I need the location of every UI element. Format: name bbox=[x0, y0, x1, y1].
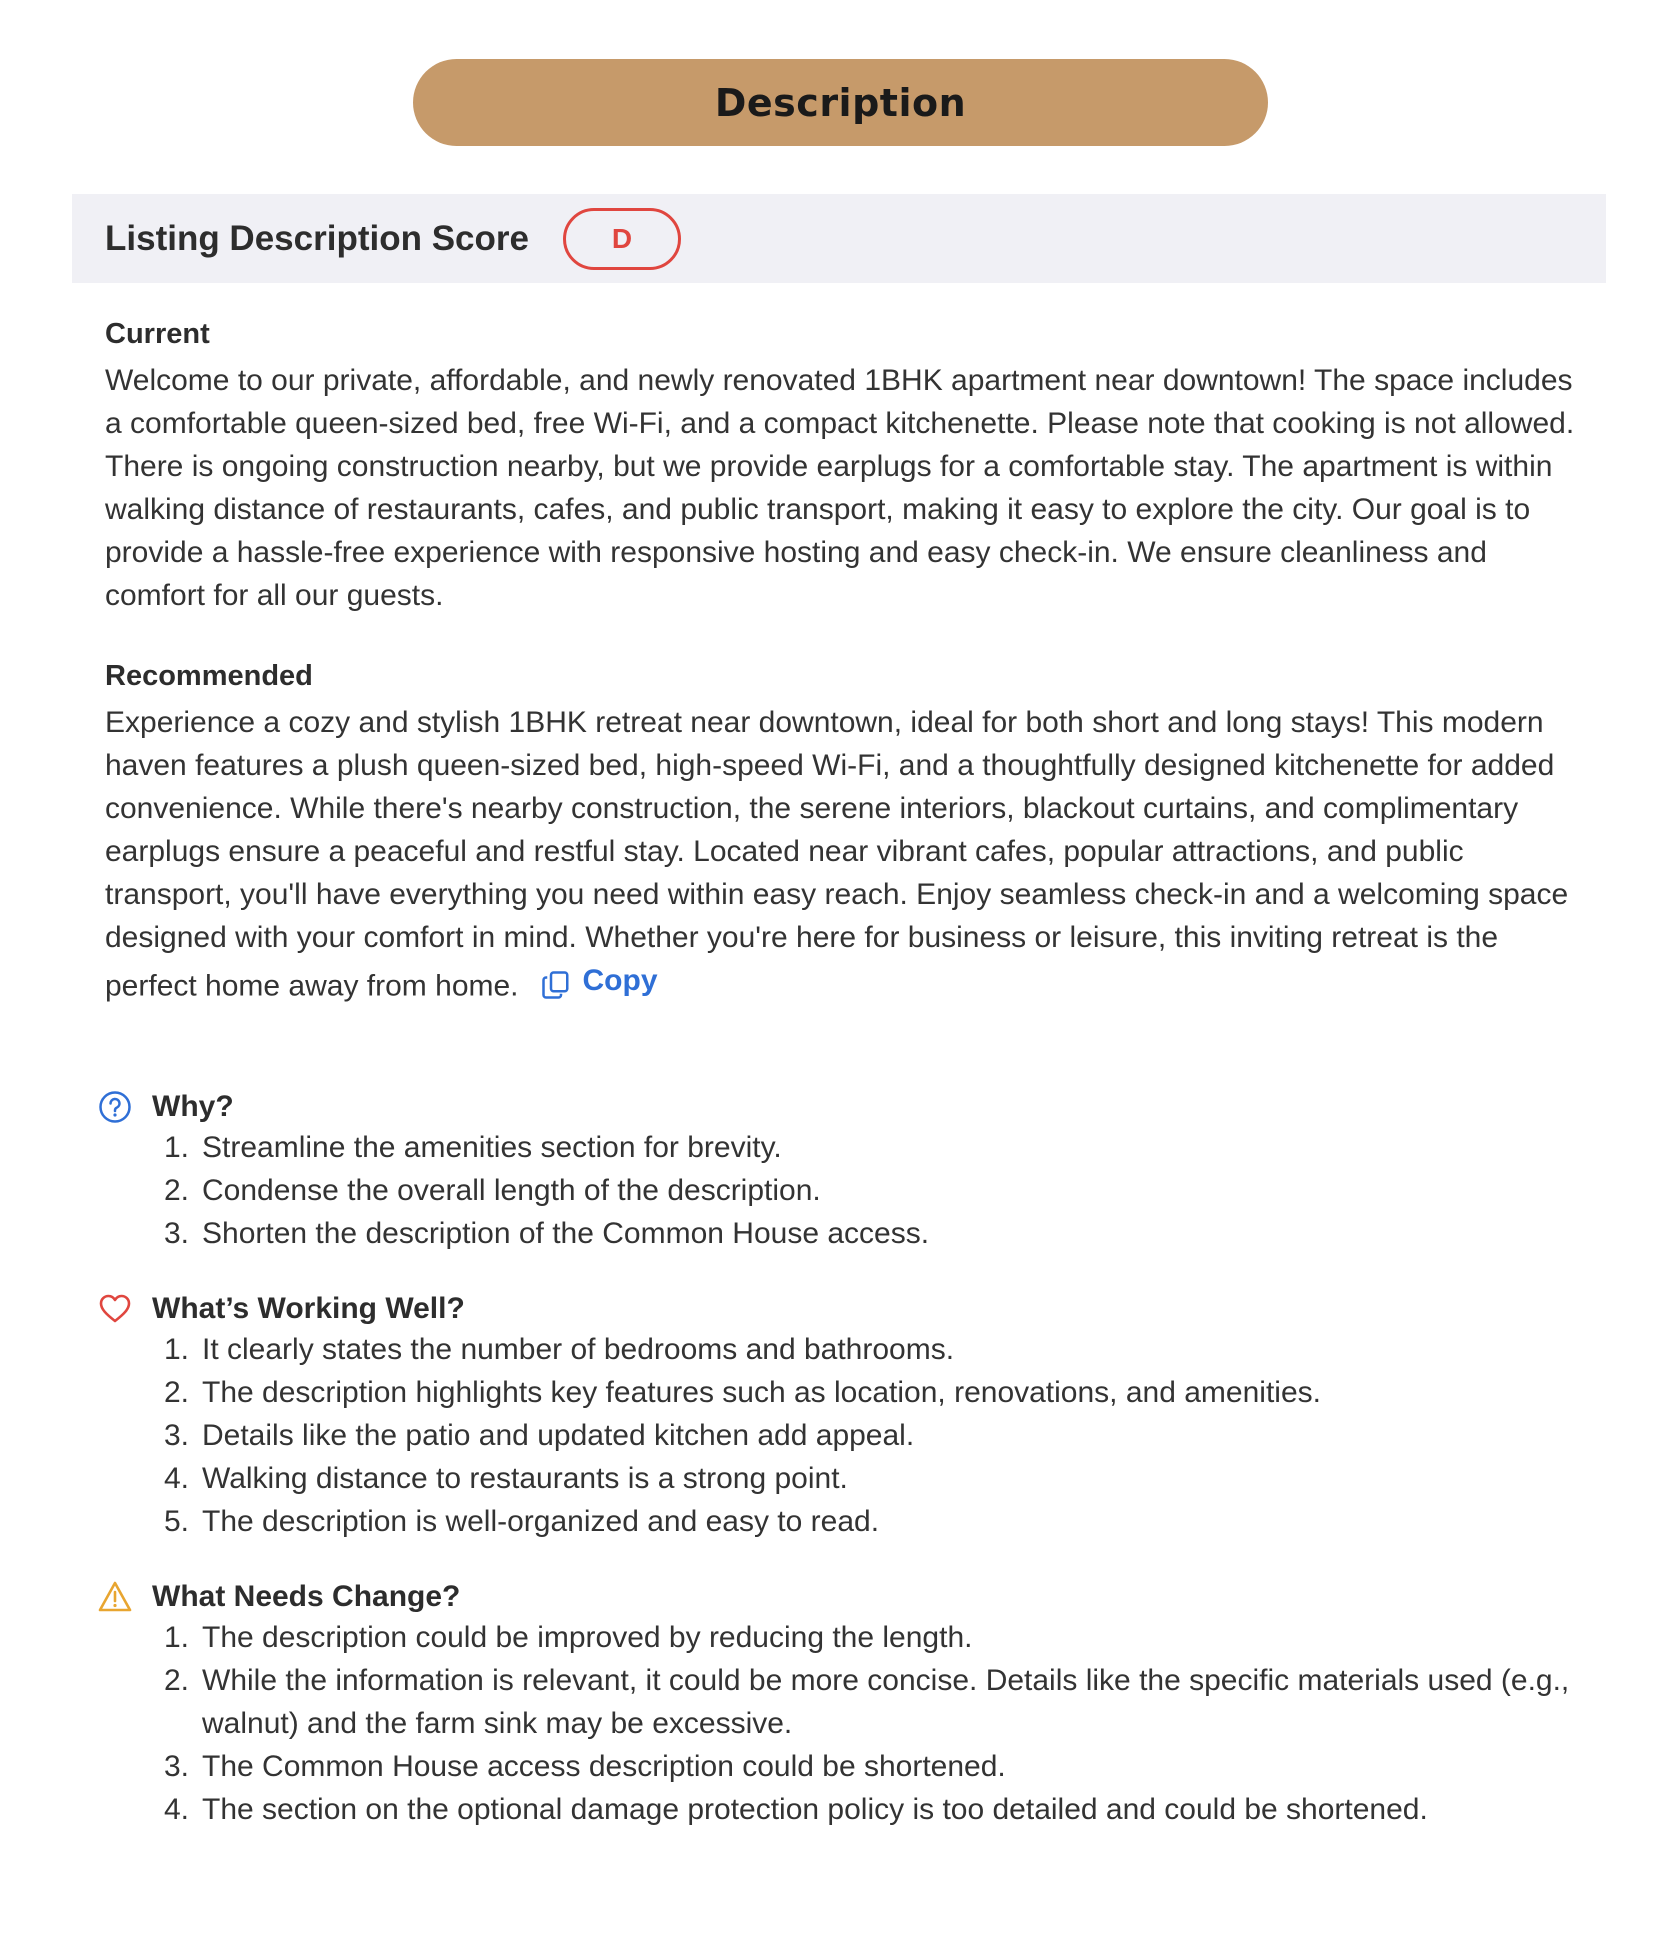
list-item: 4. The section on the optional damage protection policy is too detailed and could be shortened. bbox=[164, 1793, 1428, 1826]
working-well-list bbox=[164, 1328, 1608, 1543]
current-section bbox=[105, 318, 1575, 617]
needs-change-title: What Needs Change? bbox=[152, 1580, 461, 1613]
list-item: 1. The description could be improved by reducing the length. bbox=[164, 1621, 973, 1654]
list-item: 3. Details like the patio and updated kitchen add appeal. bbox=[164, 1419, 915, 1452]
list-item: 5. The description is well-organized and easy to read. bbox=[164, 1505, 880, 1538]
needs-change-section bbox=[98, 1580, 1608, 1831]
current-label: Current bbox=[105, 318, 210, 350]
recommended-label: Recommended bbox=[105, 660, 313, 692]
copy-icon bbox=[541, 970, 571, 1000]
working-well-title: What’s Working Well? bbox=[152, 1292, 465, 1325]
recommended-text: Experience a cozy and stylish 1BHK retreat near downtown, ideal for both short and long stays! This modern haven features a plush queen-sized bed, high-speed Wi-Fi, and a thoughtfully designed kitchenette for added convenience. While there's nearby construction, the serene interiors, blackout curtains, and complimentary earplugs ensure a peaceful and restful stay. Located near vibrant cafes, popular attractions, and public transport, you'll have everything you need within easy reach. Enjoy seamless check-in and a welcoming space designed with your comfort in mind. Whether you're here for business or leisure, this inviting retreat is the perfect home away from home. bbox=[105, 706, 1569, 1003]
current-text: Welcome to our private, affordable, and newly renovated 1BHK apartment near downtown! The space includes a comfortable queen-sized bed, free Wi-Fi, and a compact kitchenette. Please note that cooking is not allowed. There is ongoing construction nearby, but we provide earplugs for a comfortable stay. The apartment is within walking distance of restaurants, cafes, and public transport, making it easy to explore the city. Our goal is to provide a hassle-free experience with responsive hosting and easy check-in. We ensure cleanliness and comfort for all our guests. bbox=[105, 364, 1575, 612]
list-item: 2. The description highlights key features such as location, renovations, and amenities. bbox=[164, 1376, 1321, 1409]
list-item: 3. The Common House access description could be shortened. bbox=[164, 1750, 1006, 1783]
score-badge: D bbox=[563, 208, 681, 270]
why-section bbox=[98, 1090, 1608, 1255]
why-list bbox=[164, 1126, 1608, 1255]
copy-button[interactable] bbox=[541, 959, 658, 1002]
score-label: Listing Description Score bbox=[105, 218, 529, 258]
question-circle-icon bbox=[98, 1090, 132, 1124]
description-header bbox=[413, 59, 1268, 146]
heart-icon bbox=[98, 1292, 132, 1326]
list-item: 4. Walking distance to restaurants is a strong point. bbox=[164, 1462, 848, 1495]
copy-label: Copy bbox=[582, 964, 658, 997]
list-item: 2. Condense the overall length of the description. bbox=[164, 1174, 821, 1207]
list-item: 1. It clearly states the number of bedrooms and bathrooms. bbox=[164, 1333, 955, 1366]
why-title: Why? bbox=[152, 1090, 234, 1123]
list-item: 2. While the information is relevant, it could be more concise. Details like the specific materials used (e.g., walnut) and the farm sink may be excessive. bbox=[164, 1664, 1570, 1740]
list-item: 3. Shorten the description of the Common House access. bbox=[164, 1217, 930, 1250]
recommended-section bbox=[105, 660, 1575, 1008]
needs-change-list bbox=[164, 1616, 1608, 1831]
recommended-paragraph bbox=[105, 701, 1575, 1008]
score-bar bbox=[72, 194, 1606, 283]
warning-icon bbox=[98, 1580, 132, 1614]
page-title: Description bbox=[714, 80, 967, 125]
working-well-section bbox=[98, 1292, 1608, 1543]
list-item: 1. Streamline the amenities section for brevity. bbox=[164, 1131, 782, 1164]
